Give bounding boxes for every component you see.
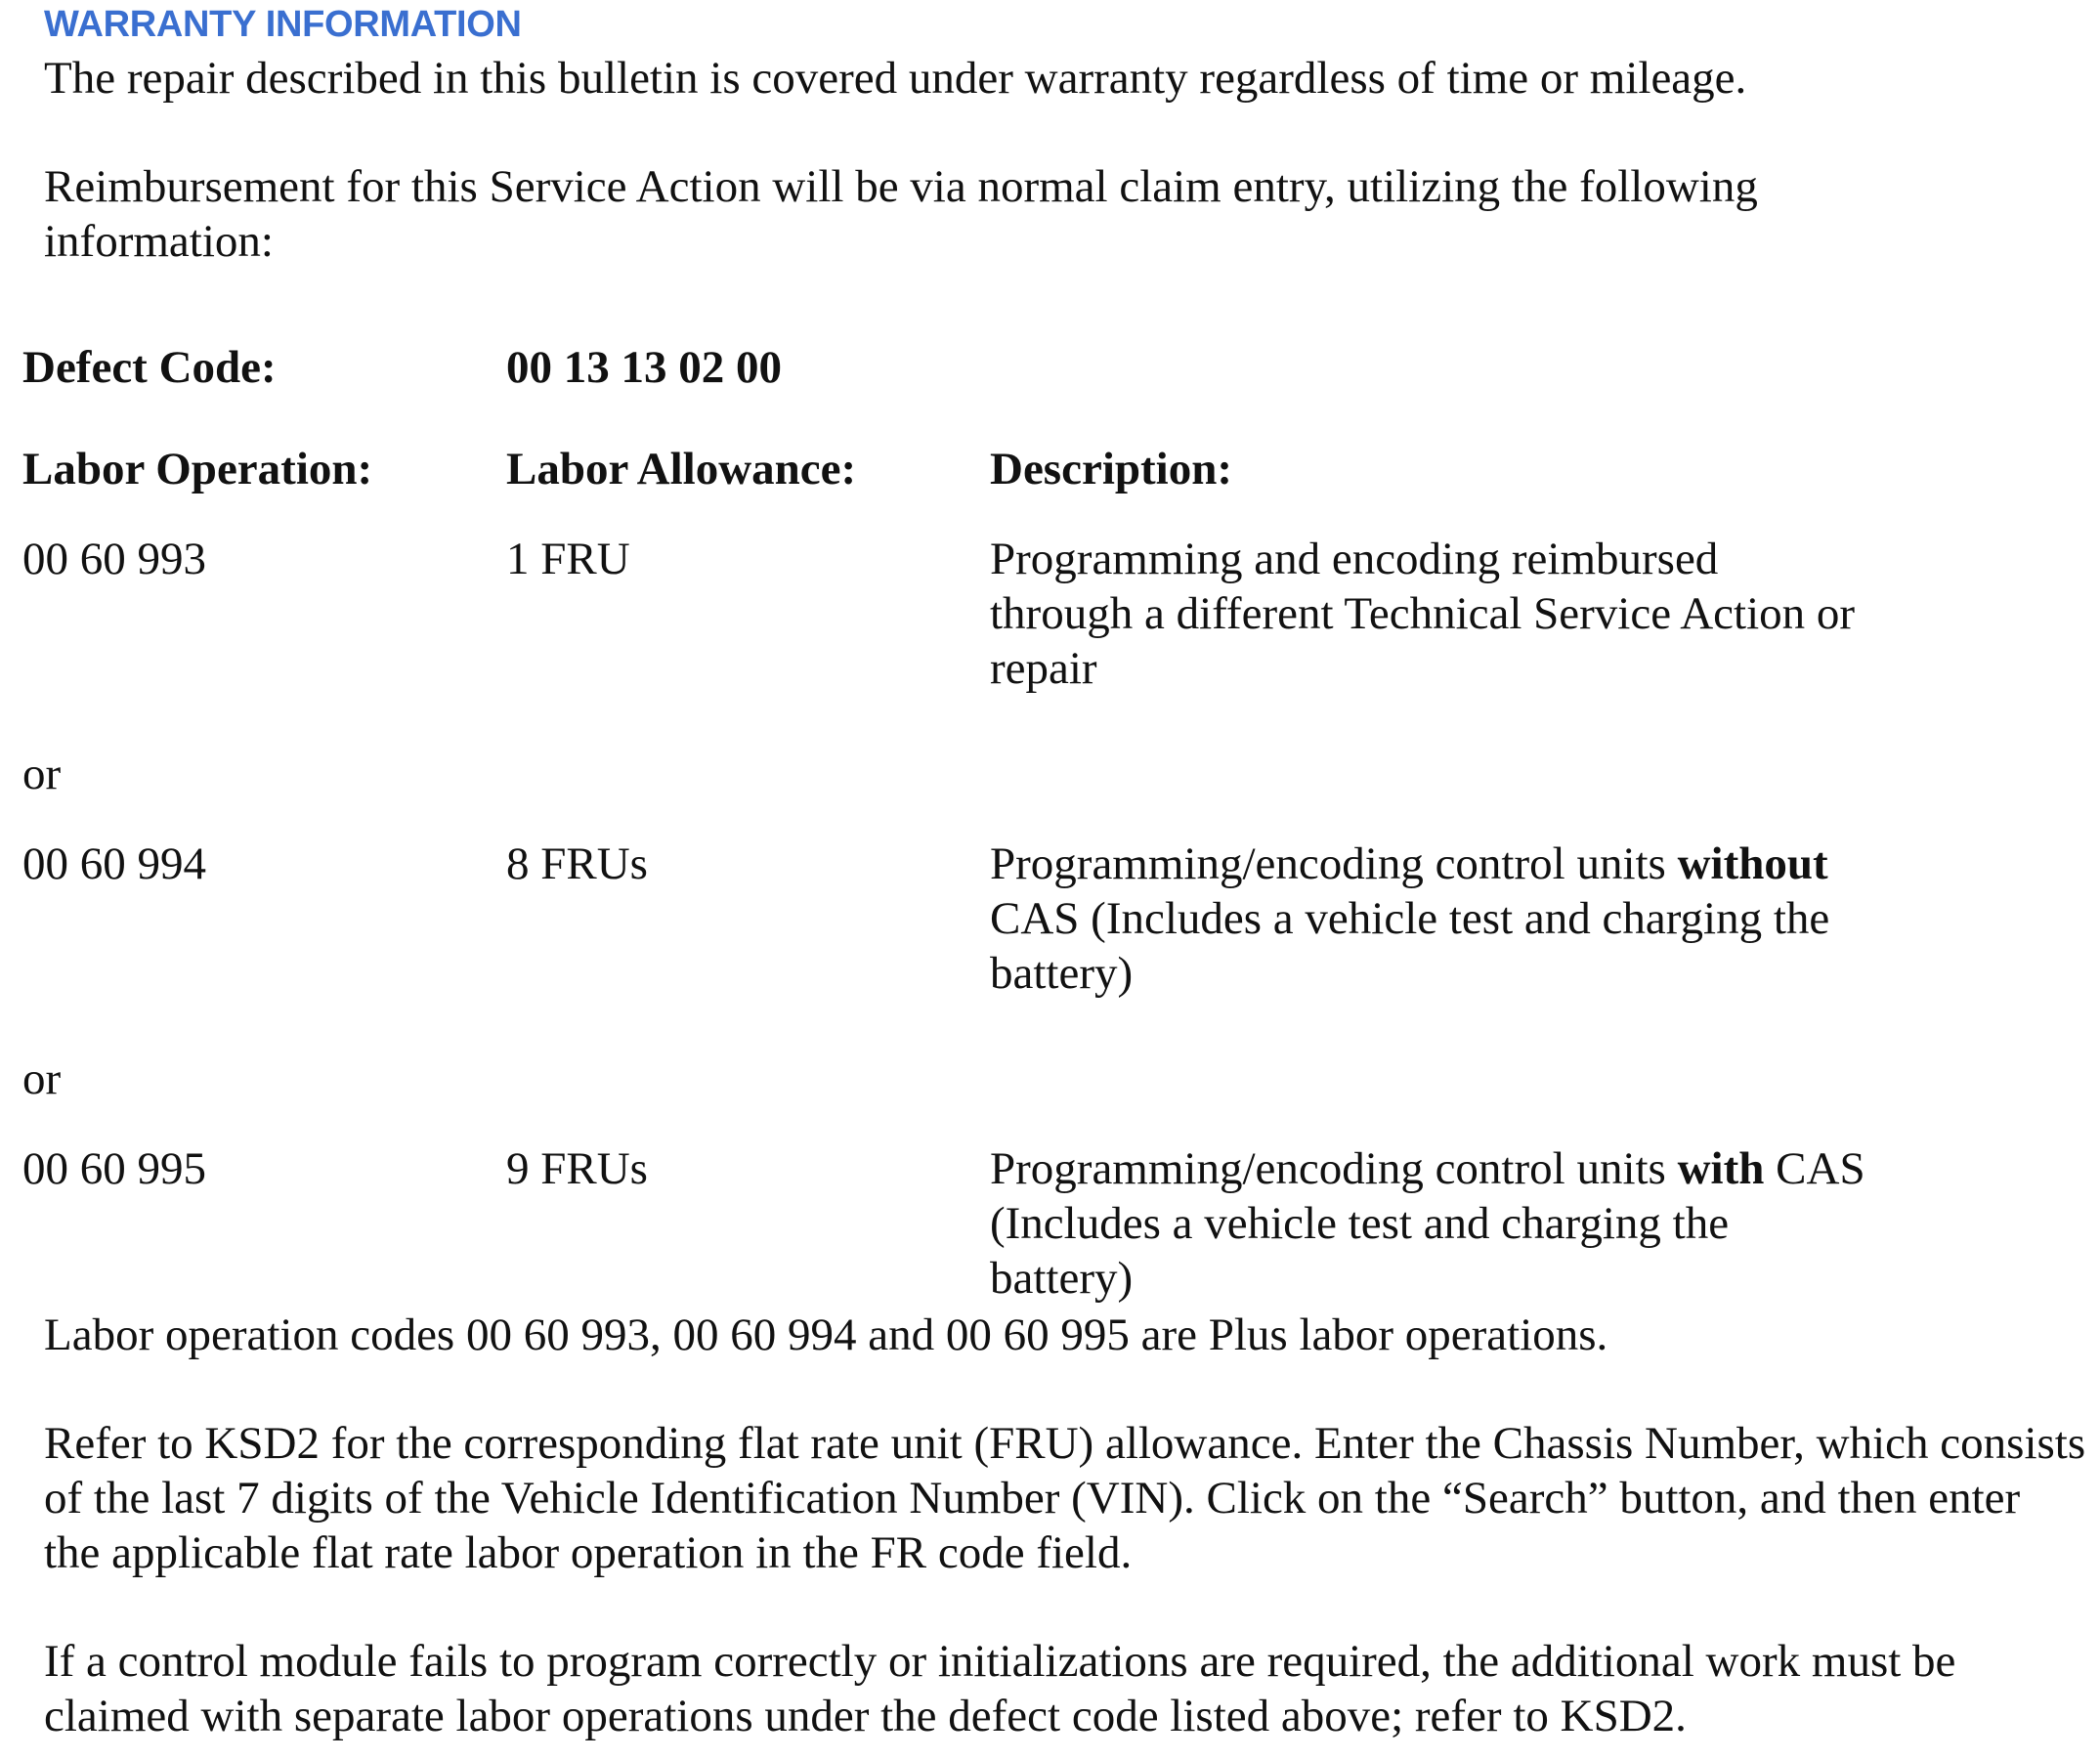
description-emphasis: without — [1677, 838, 1828, 889]
section-heading: WARRANTY INFORMATION — [44, 4, 522, 45]
labor-description — [990, 837, 1869, 1001]
labor-table — [22, 340, 2026, 1306]
labor-allowance-value: 8 FRUs — [506, 838, 648, 889]
bulletin-page — [44, 0, 2077, 269]
labor-allowance-value: 1 FRU — [506, 534, 630, 584]
header-labor-operation: Labor Operation: — [22, 444, 373, 494]
table-row — [22, 837, 2026, 1001]
or-separator — [22, 1052, 2026, 1141]
or-label: or — [22, 1053, 62, 1104]
labor-operation-code: 00 60 995 — [22, 1143, 206, 1194]
plus-labor-note: Labor operation codes 00 60 993, 00 60 994 and 00 60 995 are Plus labor operations. — [44, 1309, 1608, 1360]
warranty-coverage-text: The repair described in this bulletin is covered under warranty regardless of time or mileage. — [44, 53, 1747, 104]
reimbursement-text: Reimbursement for this Service Action will be via normal claim entry, utilizing the following information: — [44, 161, 1758, 267]
defect-code-label: Defect Code: — [22, 342, 277, 393]
description-text: CAS (Includes a vehicle test and charging the battery) — [990, 1143, 1865, 1304]
labor-operation-code: 00 60 993 — [22, 534, 206, 584]
description-emphasis: with — [1677, 1143, 1765, 1194]
description-text: CAS (Includes a vehicle test and charging the battery) — [990, 893, 1830, 999]
labor-operation-code: 00 60 994 — [22, 838, 206, 889]
description-text: Programming/encoding control units — [990, 1143, 1678, 1194]
table-header-row — [22, 442, 2026, 532]
defect-code-value: 00 13 13 02 00 — [506, 342, 782, 393]
labor-allowance-value: 9 FRUs — [506, 1143, 648, 1194]
ksd2-instructions: Refer to KSD2 for the corresponding flat rate unit (FRU) allowance. Enter the Chassis Number, which consists of the last 7 digits of the Vehicle Identification Number (VIN). Click on the “Search” button, and then enter the applicable flat rate labor operation in the FR code field. — [44, 1418, 2086, 1578]
or-separator — [22, 747, 2026, 837]
header-description: Description: — [990, 444, 1233, 494]
labor-description: Programming and encoding reimbursed through a different Technical Service Action or repair — [990, 534, 1856, 694]
header-labor-allowance: Labor Allowance: — [506, 444, 857, 494]
failure-note: If a control module fails to program correctly or initializations are required, the additional work must be claimed with separate labor operations under the defect code listed above; refer to KSD2. — [44, 1636, 1956, 1741]
table-row — [22, 1141, 2026, 1306]
labor-description — [990, 1141, 1869, 1306]
defect-code-row — [22, 340, 2026, 442]
table-row — [22, 532, 2026, 696]
notes-section — [44, 1308, 2086, 1743]
or-label: or — [22, 749, 62, 799]
description-text: Programming/encoding control units — [990, 838, 1678, 889]
